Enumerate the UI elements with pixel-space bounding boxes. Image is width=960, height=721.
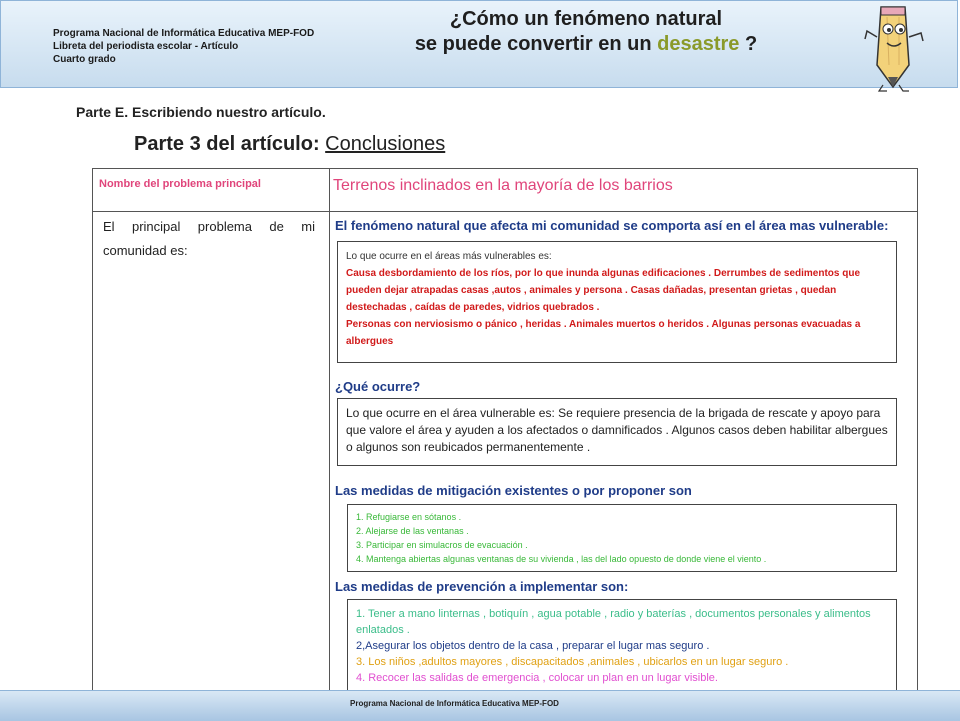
article-table [92,168,918,698]
phenomenon-heading: El fenómeno natural que afecta mi comunidad se comporta así en el área mas vulnerable: [335,218,889,233]
footer-text: Programa Nacional de Informática Educativa MEP-FOD [350,699,559,708]
page-title [381,7,791,57]
vulnerable-area-people: Personas con nerviosismo o pánico , heridas . Animales muertos o heridos . Algunas personas evacuadas a albergues [346,319,861,347]
prevention-box [347,599,897,693]
program-name: Programa Nacional de Informática Educativa MEP-FOD [53,28,315,39]
problem-name-label: Nombre del problema principal [99,178,261,190]
title-line-2 [381,32,791,57]
what-happens-heading: ¿Qué ocurre? [335,379,421,394]
divider [329,211,330,697]
header-banner [0,0,958,88]
vulnerable-area-lead: Lo que ocurre en el áreas más vulnerables es: [346,251,552,262]
problem-name-value: Terrenos inclinados en la mayoría de los barrios [333,177,673,194]
list-item: 3. Los niños ,adultos mayores , discapacitados ,animales , ubicarlos en un lugar seguro . [356,656,789,668]
subsection-title: Conclusiones [325,133,446,155]
main-problem-label: El principal problema de mi comunidad es: [103,219,315,258]
list-item: 1. Tener a mano linternas , botiquín , agua potable , radio y baterías , documentos personales y alimentos enlatados . [356,608,871,636]
list-item: 4. Mantenga abiertas algunas ventanas de su vivienda , las del lado opuesto de donde viene el viento . [356,554,767,564]
list-item: 1. Refugiarse en sótanos . [356,512,462,522]
list-item: 3. Participar en simulacros de evacuación . [356,540,528,550]
mitigation-heading: Las medidas de mitigación existentes o por proponer son [335,483,692,498]
list-item: 2,Asegurar los objetos dentro de la casa , preparar el lugar mas seguro . [356,640,710,652]
section-heading: Parte E. Escribiendo nuestro artículo. [76,104,326,120]
subsection-label: Parte 3 del artículo: [134,133,326,155]
title-line-2-end: ? [739,33,758,55]
list-item: 2. Alejarse de las ventanas . [356,526,469,536]
divider [329,169,330,211]
prevention-heading: Las medidas de prevención a implementar son: [335,579,629,594]
grade-label: Cuarto grado [53,54,116,65]
title-line-2-start: se puede convertir en un [414,33,658,55]
footer-bar [0,690,960,721]
pencil-mascot-icon [859,1,929,93]
mitigation-box [347,504,897,572]
notebook-name: Libreta del periodista escolar - Artículo [53,41,239,52]
vulnerable-area-box [337,241,897,363]
title-line-1: ¿Cómo un fenómeno natural [449,8,723,30]
vulnerable-area-effects: Causa desbordamiento de los ríos, por lo que inunda algunas edificaciones . Derrumbes de sedimentos que pueden dejar atrapadas casas ,autos , animales y persona . Casas dañadas, presentan grietas , quedan destechadas , caídas de paredes, vidrios quebrados . [346,268,861,313]
program-info [53,27,314,66]
subsection-heading [134,133,445,156]
what-happens-box: Lo que ocurre en el área vulnerable es: Se requiere presencia de la brigada de rescate y apoyo para que valore el área y ayuden a los afectados o damnificados . Algunos casos deben habilitar albergues o algunos son reubicados permanentemente . [337,398,897,466]
title-accent-word: desastre [657,33,740,55]
divider [93,211,917,212]
list-item: 4. Recocer las salidas de emergencia , colocar un plan en un lugar visible. [356,672,718,684]
